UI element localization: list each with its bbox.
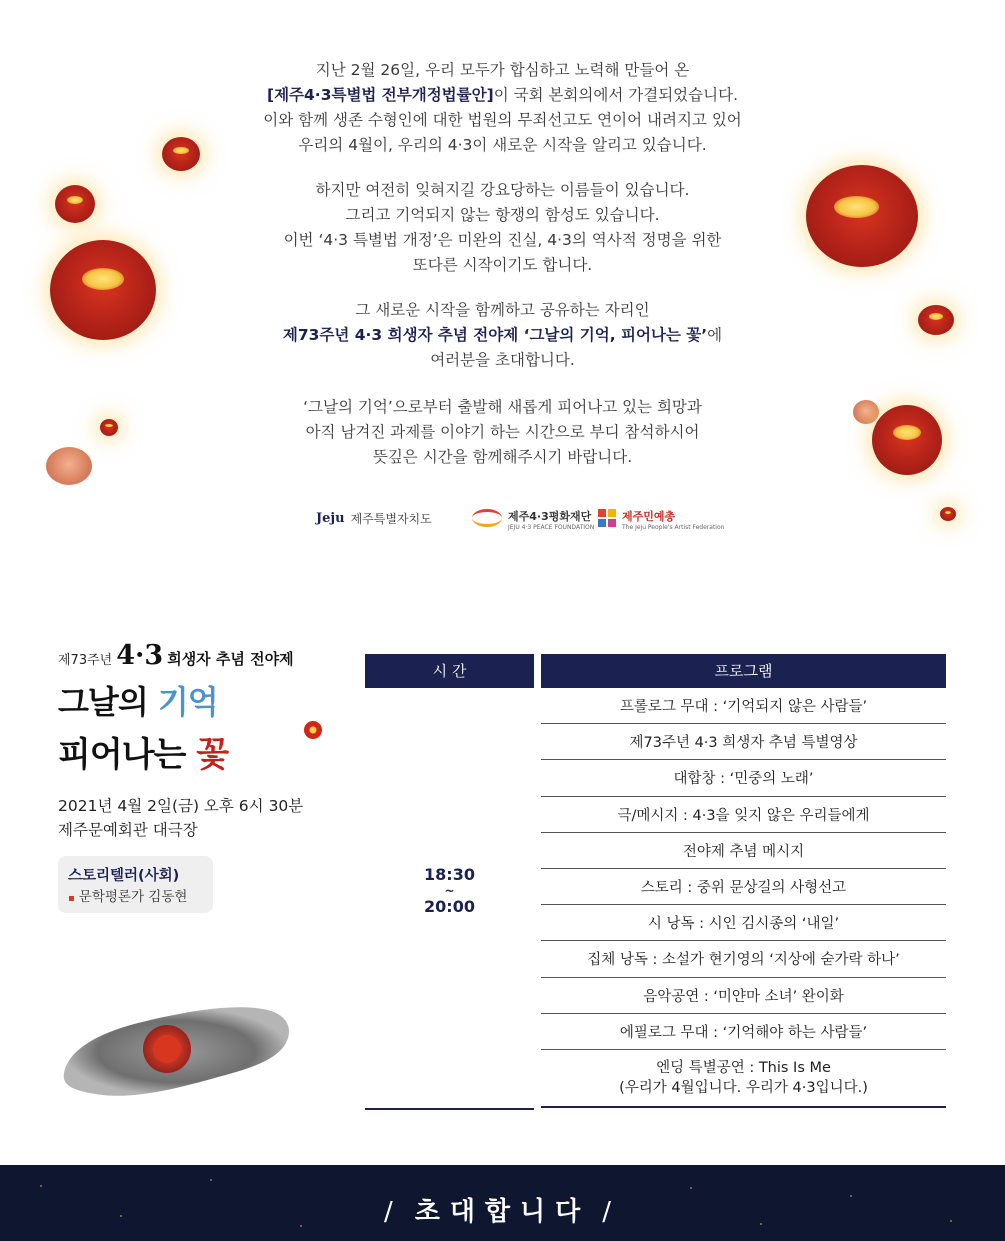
foundation-logo (472, 503, 594, 533)
event-time-range (365, 865, 534, 917)
storyteller-box (58, 856, 213, 913)
intro-text: 이와 함께 생존 수형인에 대한 법원의 무죄선고도 연이어 내려지고 있어 (263, 111, 742, 129)
arts-logo-text: 제주민예총 (622, 510, 676, 523)
program-row-ending (541, 1050, 946, 1108)
program-row: 대합창 : ‘민중의 노래’ (541, 760, 946, 796)
program-list (541, 688, 946, 1108)
event-schedule (58, 794, 358, 842)
jeju-province-logo (316, 503, 432, 533)
program-row: 집체 낭독 : 소설가 현기영의 ‘지상에 숟가락 하나’ (541, 941, 946, 977)
title-text: 그날의 (58, 683, 158, 721)
foundation-logo-text: 제주4·3평화재단 (508, 510, 592, 523)
event-date: 2021년 4월 2일(금) 오후 6시 30분 (58, 797, 304, 815)
program-row: 프롤로그 무대 : ‘기억되지 않은 사람들’ (541, 688, 946, 724)
event-title-line-2 (58, 727, 358, 776)
intro-text: 그 새로운 시작을 함께하고 공유하는 자리인 (355, 301, 650, 319)
intro-text: 에 (707, 326, 723, 344)
event-name-highlight: 제73주년 4·3 희생자 추념 전야제 ‘그날의 기억, 피어나는 꽃’ (282, 326, 708, 344)
jeju-logo-mark: Jeju (316, 510, 345, 526)
intro-text: 여러분을 초대합니다. (430, 351, 575, 369)
event-info (58, 640, 358, 913)
footer-invite-text: 초대합니다 (414, 1197, 591, 1227)
intro-text: 뜻깊은 시간을 함께해주시기 바랍니다. (372, 448, 633, 466)
foundation-swirl-icon (472, 509, 502, 527)
invitation-footer (0, 1165, 1005, 1241)
intro-text: 지난 2월 26일, 우리 모두가 합심하고 노력해 만들어 온 (315, 61, 690, 79)
arts-blocks-icon (598, 509, 616, 527)
event-subtitle (58, 640, 358, 671)
program-row: 제73주년 4·3 희생자 추념 특별영상 (541, 724, 946, 760)
intro-text: ‘그날의 기억’으로부터 출발해 새롭게 피어나고 있는 희망과 (303, 398, 702, 416)
program-column-header: 프로그램 (541, 654, 946, 688)
bill-name: [제주4·3특별법 전부개정법률안] (266, 86, 494, 104)
program-row: 전야제 추념 메시지 (541, 833, 946, 869)
storyteller-title: 스토리텔러(사회) (68, 868, 180, 884)
intro-paragraph-2 (0, 178, 1005, 278)
event-number: 4·3 (116, 640, 164, 671)
intro-text: 아직 남겨진 과제를 이야기 하는 시간으로 부디 참석하시어 (305, 423, 700, 441)
intro-paragraph-4 (0, 395, 1005, 470)
end-time: 20:00 (424, 897, 475, 916)
program-row: 음악공연 : ‘미얀마 소녀’ 완이화 (541, 978, 946, 1014)
intro-text: 우리의 4월이, 우리의 4·3이 새로운 시작을 알리고 있습니다. (298, 136, 707, 154)
title-text: 피어나는 (58, 735, 197, 775)
storyteller-name: ▪ 문학평론가 김동현 (68, 885, 203, 905)
start-time: 18:30 (424, 865, 475, 884)
sponsor-logos (0, 503, 1005, 533)
title-flower-text: 꽃 (196, 735, 229, 775)
arts-federation-logo (598, 503, 724, 533)
time-column-header: 시 간 (365, 654, 534, 688)
event-venue: 제주문예회관 대극장 (58, 821, 198, 839)
title-accent-text: 기억 (157, 683, 218, 721)
program-row: 극/메시지 : 4·3을 잊지 않은 우리들에게 (541, 797, 946, 833)
intro-paragraph-1 (0, 58, 1005, 158)
intro-text: 또다른 시작이기도 합니다. (412, 256, 593, 274)
invitation-banner (0, 1191, 1005, 1228)
intro-text: 하지만 여전히 잊혀지길 강요당하는 이름들이 있습니다. (315, 181, 690, 199)
footer-slash: / (383, 1197, 403, 1227)
time-column-bottom-rule (365, 1108, 534, 1110)
anniversary-label: 제73주년 (58, 653, 113, 668)
arts-logo-subtext: The Jeju People's Artist Federation (622, 524, 725, 531)
foundation-logo-subtext: JEJU 4·3 PEACE FOUNDATION (508, 524, 595, 531)
jeju-logo-text: 제주특별자치도 (350, 511, 432, 526)
ending-program-subtitle: (우리가 4월입니다. 우리가 4·3입니다.) (619, 1079, 868, 1096)
camellia-flower-icon (304, 721, 322, 739)
program-row: 스토리 : 중위 문상길의 사형선고 (541, 869, 946, 905)
intro-text: 이 국회 본회의에서 가결되었습니다. (493, 86, 738, 104)
footer-slash: / (602, 1197, 622, 1227)
invitation-intro (0, 0, 1005, 560)
intro-text: 그리고 기억되지 않는 항쟁의 함성도 있습니다. (345, 206, 660, 224)
time-separator: ~ (444, 884, 455, 898)
intro-text: 이번 ‘4·3 특별법 개정’은 미완의 진실, 4·3의 역사적 정명을 위한 (283, 231, 722, 249)
program-row: 에필로그 무대 : ‘기억해야 하는 사람들’ (541, 1014, 946, 1050)
event-title-line-1 (58, 677, 358, 723)
event-type: 희생자 추념 전야제 (167, 650, 294, 668)
intro-paragraph-3 (0, 298, 1005, 373)
ending-program-title: 엔딩 특별공연 : This Is Me (656, 1059, 831, 1076)
jeju-island-illustration (58, 995, 296, 1110)
program-row: 시 낭독 : 시인 김시종의 ‘내일’ (541, 905, 946, 941)
